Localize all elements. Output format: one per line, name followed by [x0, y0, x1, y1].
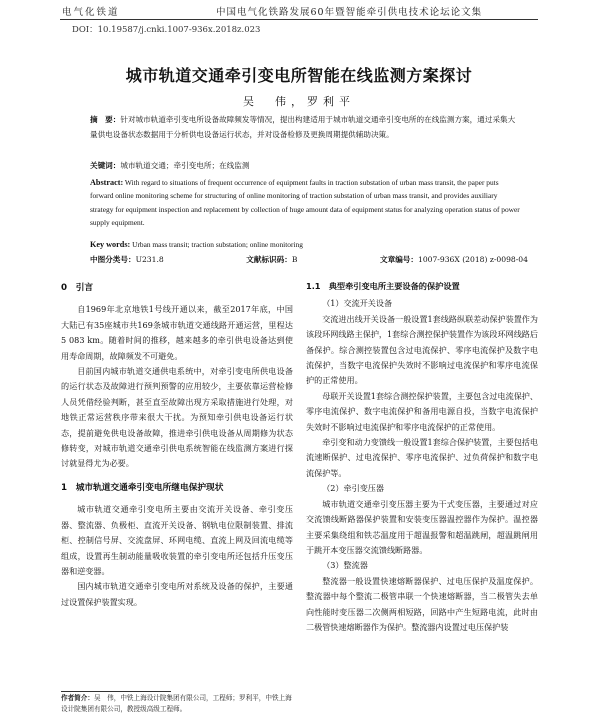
paper-title: 城市轨道交通牵引变电所智能在线监测方案探讨 [125, 66, 473, 85]
abstract-cn-label: 摘 要： [90, 115, 121, 124]
abstract-en-label: Abstract: [90, 178, 124, 187]
author-footnote [61, 693, 293, 714]
clc-label: 中图分类号： [90, 255, 136, 264]
paragraph: 国内城市轨道交通牵引变电所对系统及设备的保护，主要通过设置保护装置实现。 [61, 581, 293, 607]
document-code-value: B [291, 255, 298, 264]
keywords-en [90, 240, 520, 249]
abstract-cn-text: 针对城市轨道牵引变电所设备故障频发等情况，提出构建适用于城市轨道交通牵引变电所的在线监测方案，通过采集大量供电设备状态数据用于分析供电设备运行状态，并对设备检修及更换周期提供辅助决策。 [90, 115, 516, 139]
keywords-en-label: Key words: [90, 240, 131, 249]
doi: DOI：10.19587/j.cnki.1007-936x.2018z.023 [72, 25, 261, 35]
keywords-cn-text: 城市轨道交通；牵引变电所；在线监测 [120, 161, 250, 170]
subsubsection-heading: （3）整流器 [322, 560, 368, 571]
paragraph: 自1969年北京地铁1号线开通以来，截至2017年底，中国大陆已有35座城市共169条城市轨道交通线路开通运营，里程达5 083 km。随着时间的推移，越来越多的牵引供电设备达到使用寿命周期，故障频发不可避免。 [61, 304, 293, 361]
header-divider [60, 19, 538, 20]
paragraph: 交流进出线开关设备一般设置1套线路纵联差动保护装置作为该段环网线路主保护，1套综合测控保护装置作为该段环网线路后备保护。综合测控装置包含过电流保护、零序电流保护及数字电流保护，当数字电流保护失效时不影响过电流保护和零序电流保护的正常使用。 [306, 313, 538, 386]
section-heading: 1 城市轨道交通牵引变电所继电保护现状 [61, 482, 224, 493]
keywords-cn [90, 160, 520, 171]
journal-name: 电气化铁道 [62, 7, 120, 18]
section-heading: 0 引言 [61, 283, 94, 293]
paragraph: 整流器一般设置快速熔断器保护、过电压保护及温度保护。整流器中每个整流二极管串联一个快速熔断器，当二极管失去单向性能时变压器二次侧两相短路，回路中产生短路电流，此时由二极管快速熔断器作为保护。整流器内设置过电压保护装 [306, 575, 538, 632]
document-code-label: 文献标识码： [246, 255, 292, 264]
paragraph: 牵引变和动力变馈线一般设置1套综合保护装置，主要包括电流速断保护、过电流保护、零序电流保护、过负荷保护和数字电流保护等。 [306, 437, 538, 478]
keywords-en-text: Urban mass transit; traction substation; online monitoring [132, 240, 303, 249]
keywords-cn-label: 关键词： [90, 161, 121, 170]
subsubsection-heading: （2）牵引变压器 [322, 483, 384, 494]
abstract-cn [90, 113, 520, 142]
body-column-left [61, 279, 293, 610]
subsubsection-heading: （1）交流开关设备 [322, 298, 393, 309]
subsection-heading: 1.1 典型牵引变电所主要设备的保护设置 [306, 281, 460, 291]
document-code [246, 254, 297, 265]
authors: 吴 伟，罗利平 [243, 95, 355, 108]
abstract-en-text: With regard to situations of frequent occurrence of equipment faults in traction substation of urban mass transit, the paper puts forward online monitoring scheme for structuring of online monitoring of traction substation of urban mass transit, and provides auxiliary strategy for equipment inspection and replacement by collection of huge amount data of equipment status for analyzing operation status of power supply equipment. [90, 178, 520, 227]
article-number [380, 254, 528, 265]
footnote-divider [61, 691, 171, 692]
footnote-label: 作者简介： [61, 694, 94, 702]
article-number-label: 文章编号： [380, 255, 418, 264]
paragraph: 母联开关设置1套综合测控保护装置，主要包含过电流保护、零序电流保护、数字电流保护和备用电源自投，当数字电流保护失效时不影响过电流保护和零序电流保护的正常使用。 [306, 390, 538, 432]
classification-line [90, 254, 528, 265]
proceedings-title: 中国电气化铁路发展60年暨智能牵引供电技术论坛论文集 [216, 7, 483, 18]
paragraph: 城市轨道交通牵引变压器主要为干式变压器，主要通过对应交流馈线断路器保护装置和安装变压器温控器作为保护。温控器主要采集绕组和铁芯温度用于超温报警和超温跳闸，超温跳闸用于跳开本变压器交流馈线断路器。 [306, 498, 538, 555]
clc-value: U231.8 [135, 255, 164, 264]
clc-number [90, 254, 164, 265]
body-column-right [306, 279, 538, 635]
article-number-value: 1007-936X (2018) z-0098-04 [417, 255, 528, 264]
paragraph: 城市轨道交通牵引变电所主要由交流开关设备、牵引变压器、整流器、负极柜、直流开关设备、钢轨电位限制装置、排流柜、控制信号屏、交流盘屏、环网电缆、直流上网及回流电缆等组成，设置再生制动能量吸收装置的牵引变电所还包括升压变压器和逆变器。 [61, 504, 293, 576]
footnote-text: 吴 伟，中铁上海设计院集团有限公司，工程师；罗利平，中铁上海设计院集团有限公司，教授级高级工程师。 [61, 694, 292, 713]
abstract-en [90, 176, 520, 229]
paragraph: 目前国内城市轨道交通供电系统中，对牵引变电所供电设备的运行状态及故障进行预判预警的应用较少，主要依靠运营检修人员凭借经验判断，甚至直至故障出现方采取措施进行处理，对地铁正常运营秩序带来很大干扰。为预知牵引供电设备运行状态，提前避免供电设备故障，推进牵引供电设备从周期修为状态修转变，对城市轨道交通牵引供电系统智能在线监测方案进行探讨就显得尤为必要。 [61, 366, 293, 469]
